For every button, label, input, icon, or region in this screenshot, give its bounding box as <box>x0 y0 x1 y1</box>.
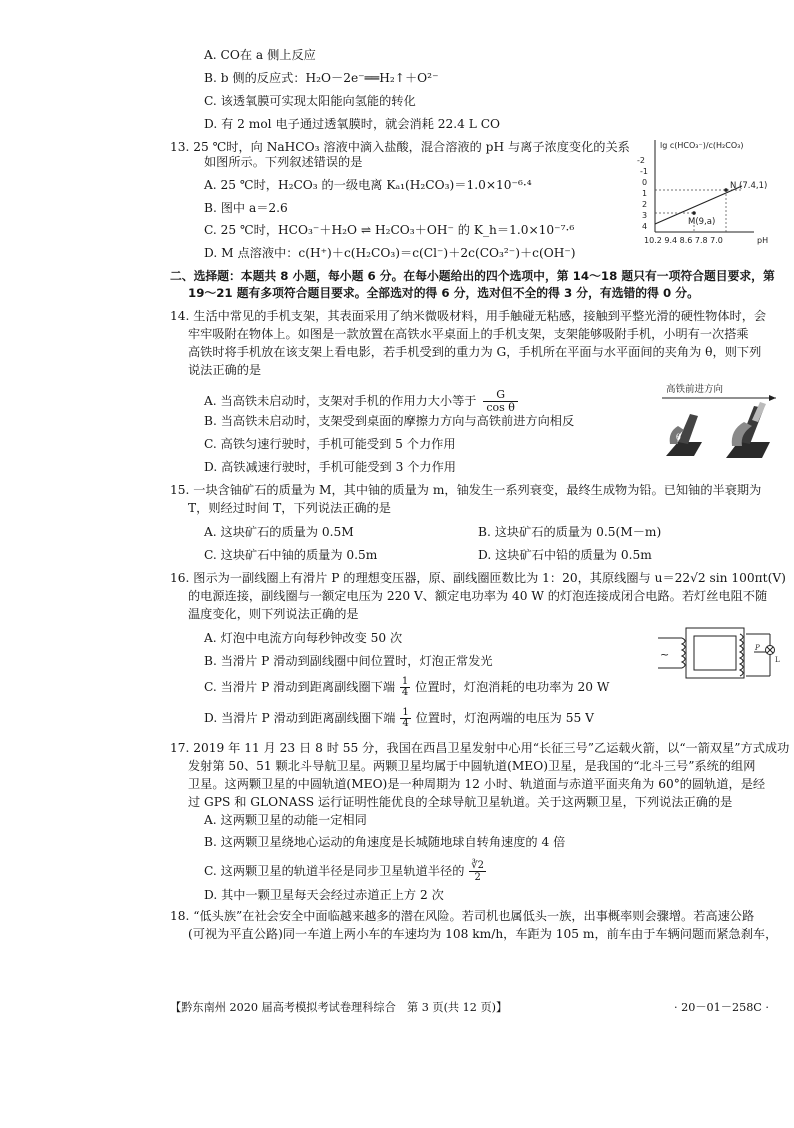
q14-option-c: C. 高铁匀速行驶时，手机可能受到 5 个力作用 <box>204 437 456 451</box>
q16-option-b: B. 当滑片 P 滑动到副线圈中间位置时，灯泡正常发光 <box>204 654 493 668</box>
q16-option-d-fraction <box>400 708 410 729</box>
q16-option-d <box>204 708 594 729</box>
q16-transformer-figure <box>654 622 786 684</box>
q16-option-a: A. 灯泡中电流方向每秒钟改变 50 次 <box>204 631 403 645</box>
q16-stem-line1: 16. 图示为一副线圈上有滑片 P 的理想变压器，原、副线圈匝数比为 1：20，其原线圈与 u＝22√2 sin 100πt(V) <box>170 571 786 585</box>
slider-label: P <box>755 644 760 652</box>
y-tick: 3 <box>642 211 648 220</box>
q15-option-a: A. 这块矿石的质量为 0.5M <box>204 525 354 539</box>
q16-option-c <box>204 677 609 698</box>
q12-option-a: A. CO在 a 侧上反应 <box>204 48 316 62</box>
y-tick: -1 <box>640 167 648 176</box>
q16-option-c-post: 位置时，灯泡消耗的电功率为 20 W <box>415 680 610 694</box>
y-tick: 2 <box>642 200 648 209</box>
q15-option-d: D. 这块矿石中铅的质量为 0.5m <box>478 548 652 562</box>
y-tick: 1 <box>642 189 648 198</box>
q17-option-c-fraction <box>469 860 486 883</box>
x-axis-label: pH <box>757 236 769 245</box>
fraction-denominator: 2 <box>474 872 481 883</box>
q17-option-d: D. 其中一颗卫星每天会经过赤道正上方 2 次 <box>204 888 444 902</box>
q14-phone-holder-figure <box>648 380 786 460</box>
q17-option-c <box>204 860 486 883</box>
q16-option-c-fraction <box>400 677 410 698</box>
q15-stem-line1: 15. 一块含铀矿石的质量为 M，其中铀的质量为 m，铀发生一系列衰变，最终生成物为铅。已知铀的半衰期为 <box>170 483 762 497</box>
q16-stem-line2: 的电源连接，副线圈与一额定电压为 220 V、额定电功率为 40 W 的灯泡连接成闭合电路。若灯丝电阻不随 <box>188 589 768 603</box>
q14-stem-line1: 14. 生活中常见的手机支架，其表面采用了纳米微吸材料，用手触碰无粘感，接触到平整光滑的硬性物体时，会 <box>170 309 767 323</box>
page-footer: 【黔东南州 2020 届高考模拟考试卷理科综合 第 3 页(共 12 页)】 <box>170 1001 508 1014</box>
q14-fraction <box>483 389 518 414</box>
phone-holder-left <box>666 414 702 456</box>
q17-option-c-pre: C. 这两颗卫星的轨道半径是同步卫星轨道半径的 <box>204 864 465 878</box>
y-axis-label: lg c(HCO₃⁻)/c(H₂CO₃) <box>660 141 744 150</box>
q14-option-d: D. 高铁减速行驶时，手机可能受到 3 个力作用 <box>204 460 456 474</box>
q14-option-b: B. 当高铁未启动时，支架受到桌面的摩擦力方向与高铁前进方向相反 <box>204 414 575 428</box>
q12-option-c: C. 该透氧膜可实现太阳能向氢能的转化 <box>204 94 416 108</box>
q18-stem-line1: 18. “低头族”在社会安全中面临越来越多的潜在风险。若司机也属低头一族，出事概率则会骤增。若高速公路 <box>170 909 755 923</box>
q15-option-b: B. 这块矿石的质量为 0.5(M－m) <box>478 525 662 539</box>
q14-stem-line2: 牢牢吸附在物体上。如图是一款放置在高铁水平桌面上的手机支架，支架能够吸附手机，小明有一次搭乘 <box>188 327 749 341</box>
ac-source-icon: ~ <box>660 648 670 661</box>
primary-coil <box>682 638 685 668</box>
q13-ph-graph <box>630 136 780 250</box>
q17-stem-line3: 卫星。这两颗卫星的中圆轨道(MEO)是一种周期为 12 小时、轨道面与赤道平面夹角为 60°的圆轨道，是经 <box>188 777 766 791</box>
q14-option-a <box>204 389 518 414</box>
train-direction-label: 高铁前进方向 <box>666 384 724 395</box>
q13-option-c: C. 25 ℃时，HCO₃⁻＋H₂O ⇌ H₂CO₃＋OH⁻ 的 K_h＝1.0×10⁻⁷·⁶ <box>204 223 575 237</box>
q16-option-d-post: 位置时，灯泡两端的电压为 55 V <box>415 711 594 725</box>
q17-option-b: B. 这两颗卫星绕地心运动的角速度是长城随地球自转角速度的 4 倍 <box>204 835 566 849</box>
phone-holder-right <box>726 402 770 458</box>
svg-text:θ: θ <box>676 433 681 442</box>
q16-option-c-pre: C. 当滑片 P 滑动到距离副线圈下端 <box>204 680 396 694</box>
transformer-core-window <box>694 636 736 670</box>
page-code: · 20－01－258C · <box>674 1001 769 1014</box>
y-tick: -2 <box>637 156 645 165</box>
point-n-label: N (7.4,1) <box>730 181 768 191</box>
q13-stem-line1: 13. 25 ℃时，向 NaHCO₃ 溶液中滴入盐酸，混合溶液的 pH 与离子浓度变化的关系 <box>170 140 630 154</box>
fraction-numerator: ∛2 <box>471 860 484 871</box>
fraction-numerator: 1 <box>402 707 409 718</box>
fraction-denominator: 4 <box>402 718 409 729</box>
fraction-numerator: G <box>483 389 518 402</box>
q14-stem-line3: 高铁时将手机放在该支架上看电影，若手机受到的重力为 G，手机所在平面与水平面间的夹角为 θ，则下列 <box>188 345 762 359</box>
fraction-numerator: 1 <box>401 676 409 687</box>
q16-option-d-pre: D. 当滑片 P 滑动到距离副线圈下端 <box>204 711 396 725</box>
q15-option-c: C. 这块矿石中铀的质量为 0.5m <box>204 548 378 562</box>
q17-stem-line1: 17. 2019 年 11 月 23 日 8 时 55 分，我国在西昌卫星发射中心用“长征三号”乙运载火箭，以“一箭双星”方式成功 <box>170 741 790 755</box>
point-m-label: M(9,a) <box>688 217 716 227</box>
arrow-head-icon <box>769 395 776 401</box>
q17-stem-line4: 过 GPS 和 GLONASS 运行证明性能优良的全球导航卫星轨道。关于这两颗卫星，下列说法正确的是 <box>188 795 733 809</box>
q18-stem-line2: (可视为平直公路)同一车道上两小车的车速均为 108 km/h，车距为 105 m，前车由于车辆问题而紧急刹车， <box>188 927 778 941</box>
q17-option-a: A. 这两颗卫星的动能一定相同 <box>204 813 367 827</box>
x-tick-labels: 10.2 9.4 8.6 7.8 7.0 <box>644 236 723 245</box>
fraction-denominator: 4 <box>401 687 409 698</box>
q15-stem-line2: T，则经过时间 T，下列说法正确的是 <box>188 501 391 515</box>
q13-option-a: A. 25 ℃时，H₂CO₃ 的一级电离 Kₐ₁(H₂CO₃)＝1.0×10⁻⁶·⁴ <box>204 178 532 192</box>
y-tick: 0 <box>642 178 648 187</box>
q14-option-a-text: A. 当高铁未启动时，支架对手机的作用力大小等于 <box>204 394 477 408</box>
point-m <box>692 211 696 215</box>
secondary-coil <box>740 634 743 676</box>
q13-option-b: B. 图中 a＝2.6 <box>204 201 288 215</box>
lamp-label: L <box>775 656 780 664</box>
section-2-header-line1: 二、选择题：本题共 8 小题，每小题 6 分。在每小题给出的四个选项中，第 14～18 题只有一项符合题目要求，第 <box>170 269 775 283</box>
q14-stem-line4: 说法正确的是 <box>188 363 262 377</box>
y-tick: 4 <box>642 222 648 231</box>
q13-stem-line2: 如图所示。下列叙述错误的是 <box>204 155 363 169</box>
q16-stem-line3: 温度变化，则下列说法正确的是 <box>188 607 359 621</box>
section-2-header-line2: 19～21 题有多项符合题目要求。全部选对的得 6 分，选对但不全的得 3 分，有选错的得 0 分。 <box>188 286 699 300</box>
q12-option-b: B. b 侧的反应式：H₂O－2e⁻══H₂↑＋O²⁻ <box>204 71 439 85</box>
q12-option-d: D. 有 2 mol 电子通过透氧膜时，就会消耗 22.4 L CO <box>204 117 501 131</box>
fraction-denominator: cos θ <box>486 401 515 414</box>
q17-stem-line2: 发射第 50、51 颗北斗导航卫星。两颗卫星均属于中圆轨道(MEO)卫星，是我国的“北斗三号”系统的组网 <box>188 759 756 773</box>
point-n <box>724 188 728 192</box>
q13-option-d: D. M 点溶液中：c(H⁺)＋c(H₂CO₃)＝c(Cl⁻)＋2c(CO₃²⁻)＋c(OH⁻) <box>204 246 576 260</box>
